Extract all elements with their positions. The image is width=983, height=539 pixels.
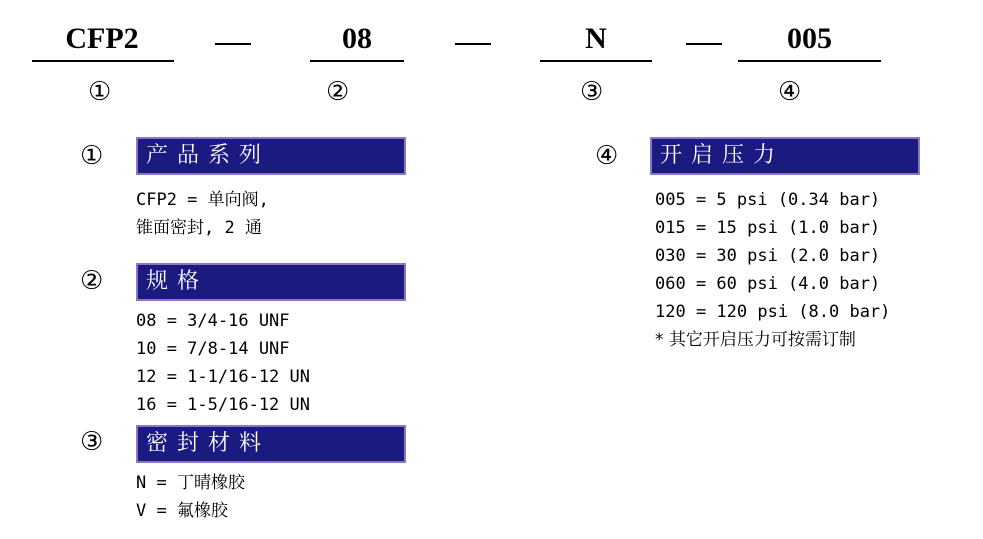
code-dash-1: [215, 43, 251, 45]
section-4-note: * 其它开启压力可按需订制: [655, 330, 856, 350]
section-1-line-2: 锥面密封, 2 通: [136, 218, 262, 238]
section-2-line-2: 10 = 7/8-14 UNF: [136, 339, 290, 359]
section-4-line-3: 030 = 30 psi (2.0 bar): [655, 246, 881, 266]
code-underline-3: [540, 60, 652, 62]
section-2-line-4: 16 = 1-5/16-12 UN: [136, 395, 310, 415]
code-part-size: 08: [342, 22, 372, 55]
section-3-line-1: N = 丁晴橡胶: [136, 473, 245, 493]
section-3-number: ③: [80, 427, 104, 457]
section-4-header: 开启压力: [650, 137, 920, 175]
code-dash-2: [455, 43, 491, 45]
section-3-line-2: V = 氟橡胶: [136, 501, 228, 521]
code-num-4: ④: [778, 77, 802, 107]
code-dash-3: [686, 43, 722, 45]
section-2-line-1: 08 = 3/4-16 UNF: [136, 311, 290, 331]
code-underline-2: [310, 60, 404, 62]
section-4-line-4: 060 = 60 psi (4.0 bar): [655, 274, 881, 294]
code-underline-4: [738, 60, 881, 62]
section-4-line-2: 015 = 15 psi (1.0 bar): [655, 218, 881, 238]
section-1-line-1: CFP2 = 单向阀,: [136, 190, 269, 210]
section-4-number: ④: [595, 141, 619, 171]
code-part-series: CFP2: [65, 22, 139, 55]
code-underline-1: [32, 60, 174, 62]
code-num-3: ③: [580, 77, 604, 107]
section-2-number: ②: [80, 266, 104, 296]
section-1-number: ①: [80, 141, 104, 171]
section-2-line-3: 12 = 1-1/16-12 UN: [136, 367, 310, 387]
code-num-2: ②: [326, 77, 350, 107]
section-3-header: 密封材料: [136, 425, 406, 463]
code-num-1: ①: [88, 77, 112, 107]
section-4-line-5: 120 = 120 psi (8.0 bar): [655, 302, 891, 322]
code-part-pressure: 005: [787, 22, 832, 55]
section-2-header: 规格: [136, 263, 406, 301]
code-part-seal: N: [585, 22, 607, 55]
section-4-line-1: 005 = 5 psi (0.34 bar): [655, 190, 881, 210]
section-1-header: 产品系列: [136, 137, 406, 175]
